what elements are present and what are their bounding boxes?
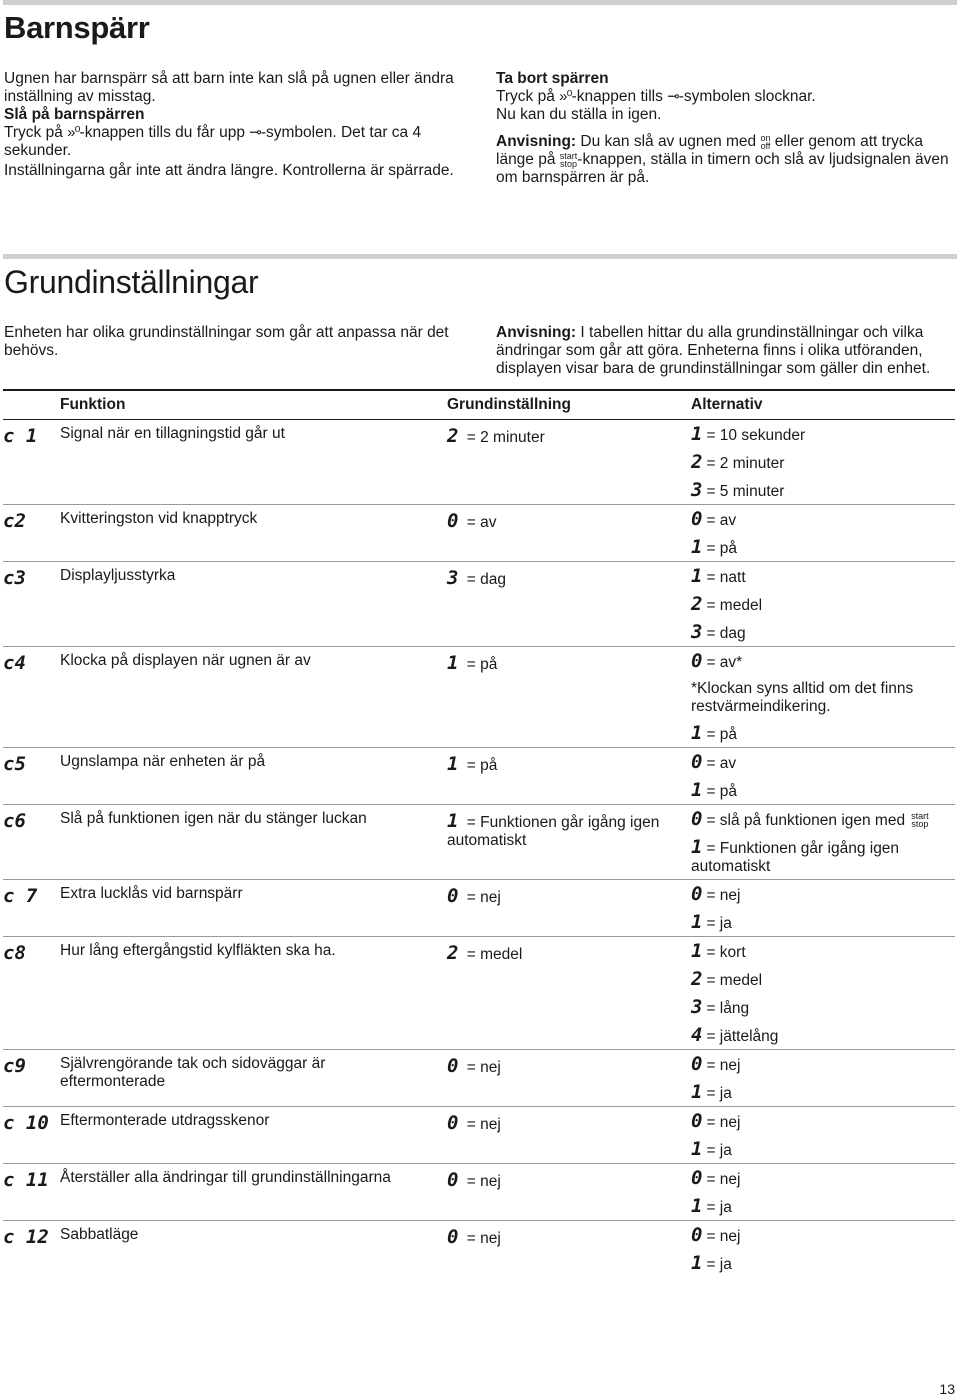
alternative-option — [691, 1223, 955, 1246]
setting-alternatives — [691, 879, 955, 936]
note-label: Anvisning: — [496, 133, 577, 150]
table-row — [3, 936, 955, 1049]
text-fragment: -knappen tills — [571, 88, 668, 105]
default-digit: 0 — [447, 1111, 459, 1134]
alternative-text: = ja — [706, 1141, 732, 1159]
alternative-option — [691, 450, 955, 473]
table-row — [3, 804, 955, 879]
alternative-option — [691, 778, 955, 801]
barnsparr-left-column — [4, 70, 474, 180]
lock-symbol-icon: ⊸ — [249, 124, 261, 142]
setting-code — [3, 1106, 60, 1163]
setting-code — [3, 879, 60, 936]
alternative-option — [691, 592, 955, 615]
alternative-text: = ja — [706, 1255, 732, 1273]
alternative-text: = nej — [706, 1056, 741, 1074]
alternative-text: = 5 minuter — [706, 482, 785, 500]
default-digit: 0 — [447, 1168, 459, 1191]
setting-default — [447, 1106, 691, 1163]
alternative-digit: 0 — [691, 1109, 703, 1132]
alternative-digit: 1 — [691, 564, 703, 587]
alternative-option — [691, 807, 955, 830]
alternative-text: = lång — [706, 999, 750, 1017]
alternative-digit: 3 — [691, 478, 703, 501]
setting-code — [3, 1049, 60, 1106]
alternative-digit: 0 — [691, 807, 703, 830]
alternative-option — [691, 835, 955, 876]
alternative-option — [691, 1166, 955, 1189]
table-row — [3, 747, 955, 804]
alternative-option — [691, 649, 955, 672]
default-text: = 2 minuter — [462, 428, 545, 446]
alternative-text: = ja — [706, 914, 732, 932]
settings-table — [3, 389, 955, 1277]
alternative-digit: 3 — [691, 995, 703, 1018]
alternative-option — [691, 1052, 955, 1075]
default-digit: 0 — [447, 884, 459, 907]
setting-code-display: c3 — [3, 566, 26, 589]
alternative-option — [691, 535, 955, 558]
default-text: = på — [462, 756, 498, 774]
barnsparr-off-heading: Ta bort spärren — [496, 70, 609, 87]
alternative-option — [691, 1109, 955, 1132]
default-text: = på — [462, 655, 498, 673]
setting-code — [3, 804, 60, 879]
default-text: = dag — [462, 570, 506, 588]
alternative-digit: 4 — [691, 1023, 703, 1046]
alternative-text: = ja — [706, 1198, 732, 1216]
table-row — [3, 504, 955, 561]
alternative-option — [691, 422, 955, 445]
note-text: I tabellen hittar du alla grundinställningar och vilka ändringar som går att göra. Enheterna finns i olika utföranden, displayen visar bara de grundinställningar som gäller din enhet. — [496, 324, 931, 377]
grund-right-note — [496, 324, 958, 378]
alternative-digit: 0 — [691, 1052, 703, 1075]
alternative-option — [691, 507, 955, 530]
start-stop-icon: start stop — [559, 150, 578, 169]
section-title-barnsparr: Barnspärr — [4, 10, 150, 45]
default-text: = av — [462, 513, 497, 531]
setting-function: Kvitteringston vid knapptryck — [60, 504, 447, 561]
table-row — [3, 1049, 955, 1106]
alternative-digit: 0 — [691, 1166, 703, 1189]
text-fragment: Tryck på — [496, 88, 560, 105]
setting-function: Hur lång eftergångstid kylfläkten ska ha. — [60, 936, 447, 1049]
alternative-option — [691, 939, 955, 962]
alternative-option — [691, 680, 955, 716]
grund-left-text: Enheten har olika grundinställningar som går att anpassa när det behövs. — [4, 324, 449, 359]
setting-alternatives — [691, 1163, 955, 1220]
setting-code-display: c 12 — [3, 1225, 49, 1248]
alternative-digit: 1 — [691, 939, 703, 962]
setting-default — [447, 504, 691, 561]
setting-default — [447, 1220, 691, 1277]
table-row — [3, 646, 955, 747]
setting-code-display: c 11 — [3, 1168, 49, 1191]
setting-alternatives — [691, 1049, 955, 1106]
alternative-digit: 2 — [691, 592, 703, 615]
table-row — [3, 419, 955, 504]
setting-code — [3, 504, 60, 561]
alternative-option — [691, 721, 955, 744]
setting-code-display: c6 — [3, 809, 26, 832]
table-row — [3, 879, 955, 936]
alternative-digit: 0 — [691, 882, 703, 905]
default-text: = nej — [462, 888, 501, 906]
setting-function: Självrengörande tak och sidoväggar är eftermonterade — [60, 1049, 447, 1106]
section-rule-grund — [3, 254, 957, 259]
alternative-option — [691, 564, 955, 587]
child-lock-key-icon: »⁰ — [67, 124, 80, 142]
alternative-text: = 2 minuter — [706, 454, 785, 472]
setting-code — [3, 747, 60, 804]
alternative-digit: 1 — [691, 422, 703, 445]
text-fragment: Du kan slå av ugnen med — [576, 133, 761, 150]
table-row — [3, 561, 955, 646]
setting-alternatives — [691, 804, 955, 879]
alternative-text: = natt — [706, 568, 746, 586]
alternative-text: = på — [706, 725, 738, 743]
alternative-text: = av* — [706, 653, 743, 671]
alternative-digit: 1 — [691, 1080, 703, 1103]
setting-alternatives — [691, 1106, 955, 1163]
setting-code-display: c2 — [3, 509, 26, 532]
default-text: = medel — [462, 945, 523, 963]
alternative-digit: 1 — [691, 535, 703, 558]
default-digit: 1 — [447, 752, 459, 775]
header-grundinstallning: Grundinställning — [447, 390, 691, 419]
setting-code-display: c4 — [3, 651, 26, 674]
setting-default — [447, 879, 691, 936]
alternative-text: = medel — [706, 596, 763, 614]
alternative-text: = av — [706, 511, 737, 529]
setting-alternatives — [691, 1220, 955, 1277]
alternative-text: = nej — [706, 1113, 741, 1131]
setting-alternatives — [691, 419, 955, 504]
setting-code — [3, 1220, 60, 1277]
alternative-option — [691, 1023, 955, 1046]
alternative-digit: 1 — [691, 721, 703, 744]
default-text: = Funktionen går igång igen automatiskt — [447, 813, 660, 849]
alternative-option — [691, 478, 955, 501]
alternative-text: = nej — [706, 1227, 741, 1245]
alternative-digit: 1 — [691, 778, 703, 801]
barnsparr-intro: Ugnen har barnspärr så att barn inte kan slå på ugnen eller ändra inställning av misstag. — [4, 70, 454, 105]
setting-code — [3, 1163, 60, 1220]
barnsparr-off-step — [496, 88, 956, 106]
setting-code — [3, 419, 60, 504]
barnsparr-on-step — [4, 124, 474, 160]
alternative-text: = medel — [706, 971, 763, 989]
setting-default — [447, 936, 691, 1049]
setting-code-display: c 1 — [3, 424, 38, 447]
alternative-text: = 10 sekunder — [706, 426, 806, 444]
setting-default — [447, 646, 691, 747]
default-text: = nej — [462, 1172, 501, 1190]
setting-alternatives — [691, 936, 955, 1049]
setting-function: Eftermonterade utdragsskenor — [60, 1106, 447, 1163]
setting-function: Ugnslampa när enheten är på — [60, 747, 447, 804]
default-digit: 1 — [447, 651, 459, 674]
alternative-digit: 0 — [691, 1223, 703, 1246]
start-stop-icon: start stop — [911, 811, 929, 830]
table-row — [3, 1163, 955, 1220]
page-number: 13 — [939, 1381, 955, 1397]
default-digit: 1 — [447, 809, 459, 832]
alternative-text: = nej — [706, 886, 741, 904]
alternative-text: = jättelång — [706, 1027, 779, 1045]
setting-alternatives — [691, 561, 955, 646]
alternative-digit: 1 — [691, 835, 703, 858]
setting-code-display: c5 — [3, 752, 26, 775]
alternative-option — [691, 995, 955, 1018]
section-title-grundinstallningar: Grundinställningar — [4, 264, 259, 300]
setting-default — [447, 747, 691, 804]
setting-default — [447, 1049, 691, 1106]
lock-symbol-icon: ⊸ — [667, 88, 679, 106]
alternative-option — [691, 750, 955, 773]
default-digit: 2 — [447, 424, 459, 447]
text-fragment: eller genom att trycka länge på — [496, 133, 923, 168]
setting-alternatives — [691, 747, 955, 804]
barnsparr-on-result: Inställningarna går inte att ändra längre. Kontrollerna är spärrade. — [4, 162, 454, 179]
default-text: = nej — [462, 1229, 501, 1247]
alternative-digit: 3 — [691, 620, 703, 643]
alternative-digit: 2 — [691, 450, 703, 473]
alternative-option — [691, 620, 955, 643]
default-digit: 0 — [447, 509, 459, 532]
header-alternativ: Alternativ — [691, 390, 955, 419]
alternative-digit: 1 — [691, 910, 703, 933]
setting-function: Slå på funktionen igen när du stänger luckan — [60, 804, 447, 879]
alternative-digit: 1 — [691, 1194, 703, 1217]
header-funktion: Funktion — [60, 390, 447, 419]
setting-code — [3, 936, 60, 1049]
alternative-text: = ja — [706, 1084, 732, 1102]
setting-function: Klocka på displayen när ugnen är av — [60, 646, 447, 747]
alternative-digit: 0 — [691, 649, 703, 672]
text-fragment: -symbolen slocknar. — [678, 88, 816, 105]
alternative-digit: 1 — [691, 1251, 703, 1274]
setting-default — [447, 1163, 691, 1220]
barnsparr-off-result: Nu kan du ställa in igen. — [496, 106, 662, 123]
alternative-option — [691, 1137, 955, 1160]
text-fragment: -knappen, ställa in timern och slå av ljudsignalen även om barnspärren är på. — [496, 151, 949, 186]
text-fragment: -knappen tills du får upp — [79, 124, 250, 141]
alternative-digit: 2 — [691, 967, 703, 990]
alternative-text: = på — [706, 782, 738, 800]
alternative-digit: 1 — [691, 1137, 703, 1160]
on-off-icon: on off — [760, 132, 771, 151]
setting-default — [447, 561, 691, 646]
alternative-option — [691, 967, 955, 990]
setting-alternatives — [691, 504, 955, 561]
text-fragment: -symbolen. Det tar ca 4 sekunder. — [4, 124, 422, 159]
setting-default — [447, 419, 691, 504]
setting-code — [3, 646, 60, 747]
setting-alternatives — [691, 646, 955, 747]
setting-default — [447, 804, 691, 879]
table-row — [3, 1220, 955, 1277]
alternative-option — [691, 1251, 955, 1274]
alternative-digit: 0 — [691, 750, 703, 773]
table-header-row — [3, 390, 955, 419]
note-label: Anvisning: — [496, 324, 577, 341]
header-code — [3, 390, 60, 419]
text-fragment: Tryck på — [4, 124, 68, 141]
setting-code — [3, 561, 60, 646]
setting-code-display: c 7 — [3, 884, 38, 907]
barnsparr-right-column — [496, 70, 956, 187]
default-digit: 0 — [447, 1054, 459, 1077]
setting-code-display: c8 — [3, 941, 26, 964]
default-text: = nej — [462, 1058, 501, 1076]
alternative-text: *Klockan syns alltid om det finns restvärmeindikering. — [691, 679, 914, 715]
default-digit: 3 — [447, 566, 459, 589]
setting-function: Sabbatläge — [60, 1220, 447, 1277]
setting-code-display: c 10 — [3, 1111, 49, 1134]
alternative-text: = nej — [706, 1170, 741, 1188]
barnsparr-note — [496, 133, 956, 187]
alternative-text: = dag — [706, 624, 746, 642]
alternative-text: = Funktionen går igång igen automatiskt — [691, 839, 900, 875]
alternative-option — [691, 1080, 955, 1103]
table-row — [3, 1106, 955, 1163]
section-rule-top — [3, 0, 957, 5]
setting-function: Extra lucklås vid barnspärr — [60, 879, 447, 936]
default-digit: 0 — [447, 1225, 459, 1248]
alternative-text: = av — [706, 754, 737, 772]
default-text: = nej — [462, 1115, 501, 1133]
alternative-option — [691, 1194, 955, 1217]
alternative-text: = slå på funktionen igen med — [706, 811, 906, 829]
alternative-digit: 0 — [691, 507, 703, 530]
setting-code-display: c9 — [3, 1054, 26, 1077]
child-lock-key-icon: »⁰ — [559, 88, 572, 106]
alternative-text: = på — [706, 539, 738, 557]
alternative-option — [691, 910, 955, 933]
setting-function: Displayljusstyrka — [60, 561, 447, 646]
alternative-option — [691, 882, 955, 905]
setting-function: Signal när en tillagningstid går ut — [60, 424, 285, 442]
barnsparr-on-heading: Slå på barnspärren — [4, 106, 145, 123]
setting-function: Återställer alla ändringar till grundinställningarna — [60, 1163, 447, 1220]
alternative-text: = kort — [706, 943, 746, 961]
default-digit: 2 — [447, 941, 459, 964]
